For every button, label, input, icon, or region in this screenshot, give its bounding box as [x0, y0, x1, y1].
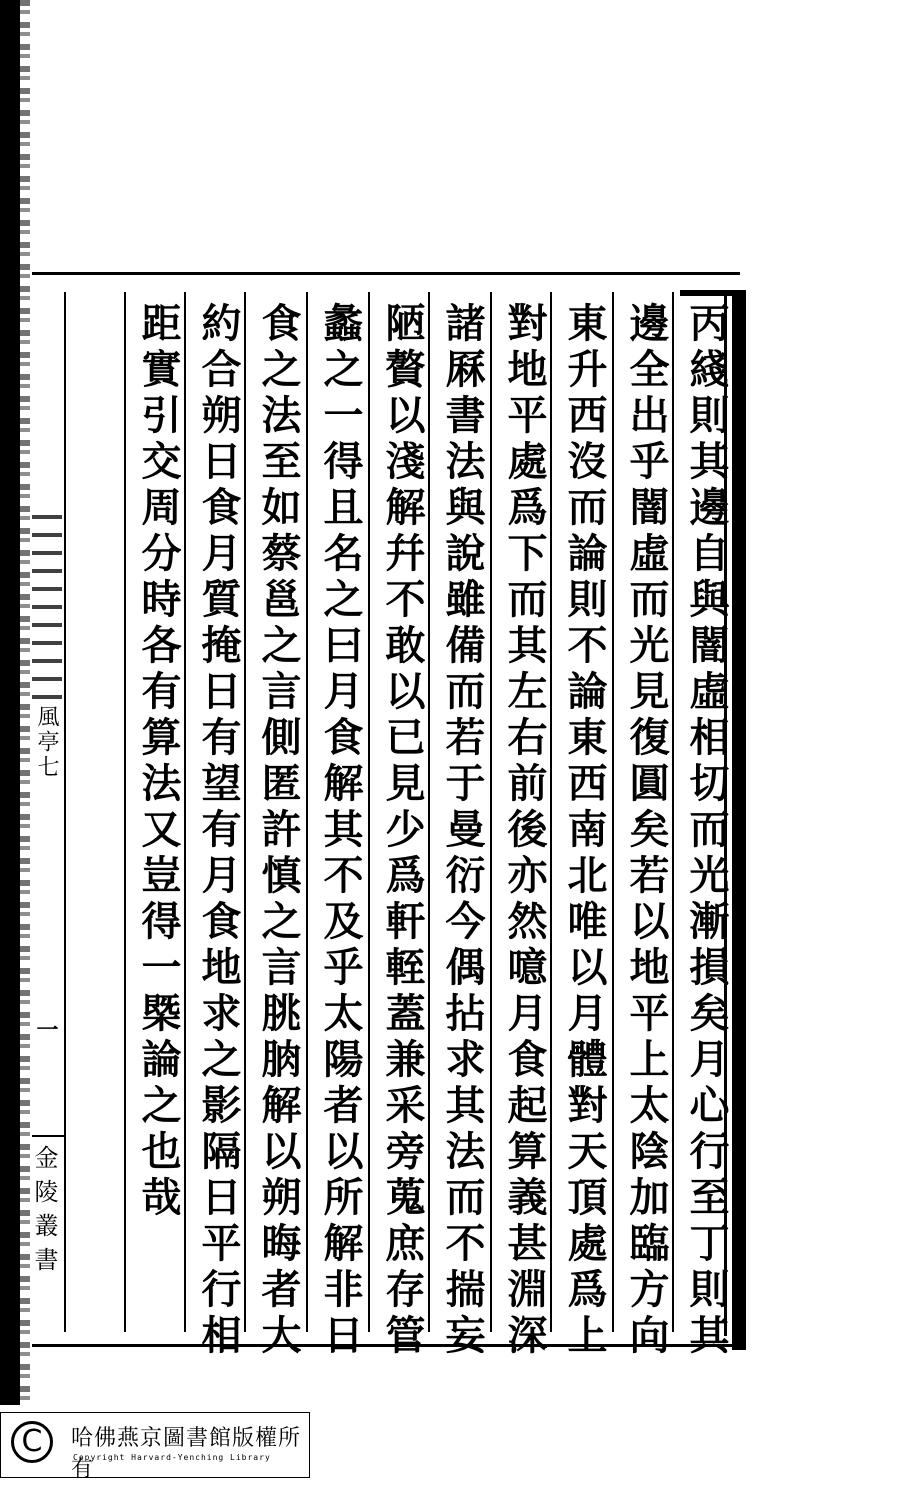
text-column-4: 對地平處爲下而其左右前後亦然噫月食起算義甚淵深 — [501, 302, 548, 1360]
copyright-english: Copyright Harvard-Yenching Library — [73, 1453, 271, 1462]
text-column-1: 丙綫則其邊自與闇虛相切而光漸損矣月心行至丁則其 — [683, 302, 730, 1360]
margin-publisher: 金陵叢書 — [30, 1145, 58, 1281]
margin-divider — [32, 1135, 64, 1137]
margin-title: 風亭七 — [34, 705, 59, 780]
copyright-stamp — [0, 1412, 310, 1482]
copyright-icon: C — [11, 1421, 53, 1463]
text-column-3: 東升西沒而論則不論東西南北唯以月體對天頂處爲上 — [561, 302, 608, 1360]
fish-tail-mark — [32, 515, 62, 705]
text-column-5: 諸厤書法與說雖備而若于曼衍今偶拈求其法而不揣妄 — [439, 302, 486, 1360]
margin-page-number: 一 — [33, 1018, 59, 1040]
margin-rule-line — [64, 292, 66, 1332]
text-column-9: 約合朔日食月質掩日有望有月食地求之影隔日平行相 — [195, 302, 242, 1360]
copyright-chinese: 哈佛燕京圖書館版權所有 — [71, 1426, 302, 1482]
text-column-7: 蠡之一得且名之曰月食解其不及乎太陽者以所解非日 — [317, 302, 364, 1360]
text-column-10: 距實引交周分時各有算法又豈得一槩論之也哉 — [135, 302, 182, 1222]
text-column-8: 食之法至如蔡邕之言側匿許慎之言朓朒解以朔晦者大 — [255, 302, 302, 1360]
text-column-6: 陋贅以淺解幷不敢以已見少爲軒輊蓋兼采旁蒐庶存管 — [379, 302, 426, 1360]
text-column-2: 邊全出乎闇虛而光見復圓矣若以地平上太陰加臨方向 — [623, 302, 670, 1360]
book-spine — [0, 0, 20, 1405]
